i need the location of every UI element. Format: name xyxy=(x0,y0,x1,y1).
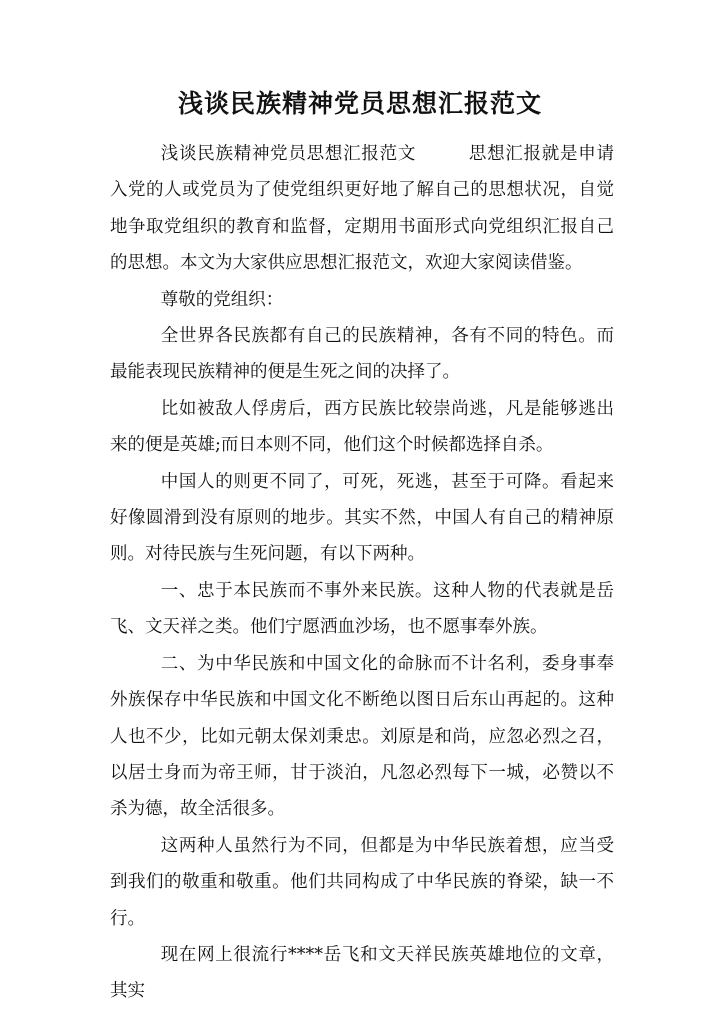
body-paragraph: 中国人的则更不同了，可死，死逃，甚至于可降。看起来好像圆滑到没有原则的地步。其实不然，中国人有自己的精神原则。对待民族与生死问题，有以下两种。 xyxy=(110,471,614,565)
body-paragraph: 这两种人虽然行为不同，但都是为中华民族着想，应当受到我们的敬重和敬重。他们共同构成了中华民族的脊梁，缺一不行。 xyxy=(110,835,614,929)
document-title: 浅谈民族精神党员思想汇报范文 xyxy=(177,89,542,118)
salutation: 尊敬的党组织： xyxy=(160,289,284,310)
body-paragraph: 比如被敌人俘虏后，西方民族比较崇尚逃，凡是能够逃出来的便是英雄;而日本则不同，他们这个时候都选择自杀。 xyxy=(110,398,614,456)
body-paragraph: 现在网上很流行****岳飞和文天祥民族英雄地位的文章，其实 xyxy=(110,944,614,1002)
body-paragraph: 二、为中华民族和中国文化的命脉而不计名利，委身事奉外族保存中华民族和中国文化不断绝以图日后东山再起的。这种人也不少，比如元朝太保刘秉忠。刘原是和尚，应忽必烈之召，以居士身而为帝王师，甘于淡泊，凡忽必烈每下一城，必赞以不杀为德，故全活很多。 xyxy=(110,653,614,820)
document-body xyxy=(110,136,614,1010)
intro-title-repeat: 浅谈民族精神党员思想汇报范文 xyxy=(160,144,417,164)
intro-text: 思想汇报就是申请入党的人或党员为了使党组织更好地了解自己的思想状况，自觉地争取党组织的教育和监督，定期用书面形式向党组织汇报自己的思想。本文为大家供应思想汇报范文，欢迎大家阅读借鉴。 xyxy=(110,144,615,274)
body-paragraph: 全世界各民族都有自己的民族精神，各有不同的特色。而最能表现民族精神的便是生死之间的决择了。 xyxy=(110,326,614,383)
intro-paragraph xyxy=(110,136,614,282)
body-paragraph: 一、忠于本民族而不事外来民族。这种人物的代表就是岳飞、文天祥之类。他们宁愿洒血沙场，也不愿事奉外族。 xyxy=(110,580,614,638)
